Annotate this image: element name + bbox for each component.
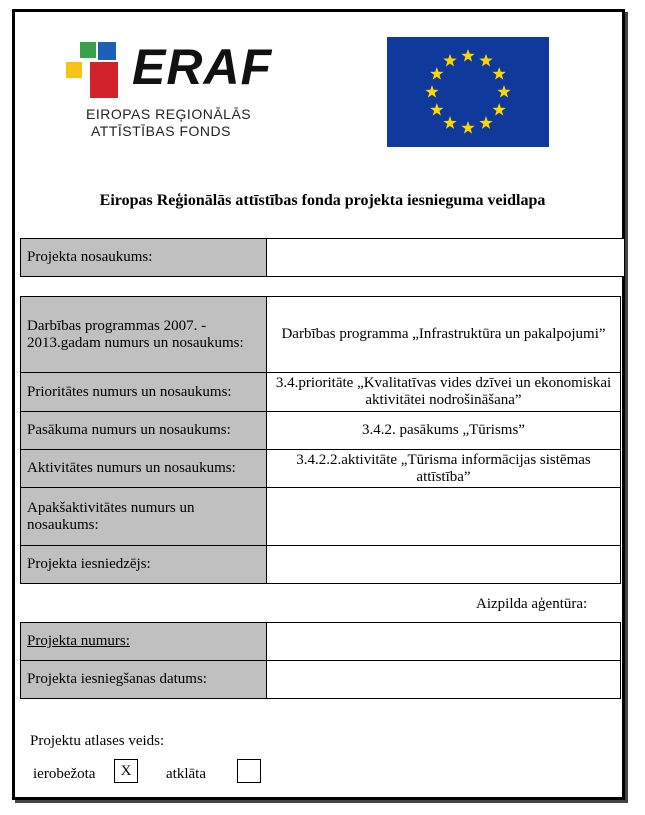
program-label: Darbības programmas 2007. - 2013.gadam numurs un nosaukums: xyxy=(21,297,267,373)
agency-note: Aizpilda aģentūra: xyxy=(476,596,588,612)
project-name-row xyxy=(21,239,625,277)
priority-row xyxy=(21,373,621,412)
project-name-label: Projekta nosaukums: xyxy=(21,239,267,277)
option-open-checkbox[interactable] xyxy=(237,759,261,783)
project-number-row xyxy=(21,623,621,661)
activity-value[interactable]: 3.4.2.2.aktivitāte „Tūrisma informācijas sistēmas attīstība” xyxy=(267,450,621,488)
selection-type-label: Projektu atlases veids: xyxy=(30,733,165,749)
option-limited-label: ierobežota xyxy=(33,766,96,782)
project-name-field[interactable] xyxy=(267,239,625,277)
eraf-logo xyxy=(66,39,273,152)
eraf-logo-mark-icon xyxy=(66,42,126,98)
priority-label: Prioritātes numurs un nosaukums: xyxy=(21,373,267,412)
project-number-field[interactable] xyxy=(267,623,621,661)
submission-date-field[interactable] xyxy=(267,661,621,699)
subactivity-label: Apakšaktivitātes numurs un nosaukums: xyxy=(21,488,267,546)
submission-date-label: Projekta iesniegšanas datums: xyxy=(21,661,267,699)
project-number-label: Projekta numurs: xyxy=(21,623,267,661)
measure-value[interactable]: 3.4.2. pasākums „Tūrisms” xyxy=(267,412,621,450)
project-name-table xyxy=(20,238,625,277)
eraf-logo-subtitle: EIROPAS REĢIONĀLĀS ATTĪSTĪBAS FONDS xyxy=(86,106,252,139)
applicant-label: Projekta iesniedzējs: xyxy=(21,546,267,584)
measure-row xyxy=(21,412,621,450)
submission-date-row xyxy=(21,661,621,699)
activity-label: Aktivitātes numurs un nosaukums: xyxy=(21,450,267,488)
form-title: Eiropas Reģionālās attīstības fonda projekta iesnieguma veidlapa xyxy=(99,192,546,209)
activity-row xyxy=(21,450,621,488)
subactivity-field[interactable] xyxy=(267,488,621,546)
program-value[interactable]: Darbības programma „Infrastruktūra un pakalpojumi” xyxy=(267,297,621,373)
applicant-field[interactable] xyxy=(267,546,621,584)
program-row xyxy=(21,297,621,373)
eraf-logo-word: ERAF xyxy=(132,39,273,95)
program-info-table xyxy=(20,296,621,584)
option-open-label: atklāta xyxy=(166,766,206,782)
agency-table xyxy=(20,622,621,699)
measure-label: Pasākuma numurs un nosaukums: xyxy=(21,412,267,450)
eu-flag-icon xyxy=(387,37,549,147)
priority-value[interactable]: 3.4.prioritāte „Kvalitatīvas vides dzīvei un ekonomiskai aktivitātei nodrošināšana” xyxy=(267,373,621,412)
subactivity-row xyxy=(21,488,621,546)
option-limited-checkbox[interactable]: X xyxy=(114,759,138,783)
applicant-row xyxy=(21,546,621,584)
